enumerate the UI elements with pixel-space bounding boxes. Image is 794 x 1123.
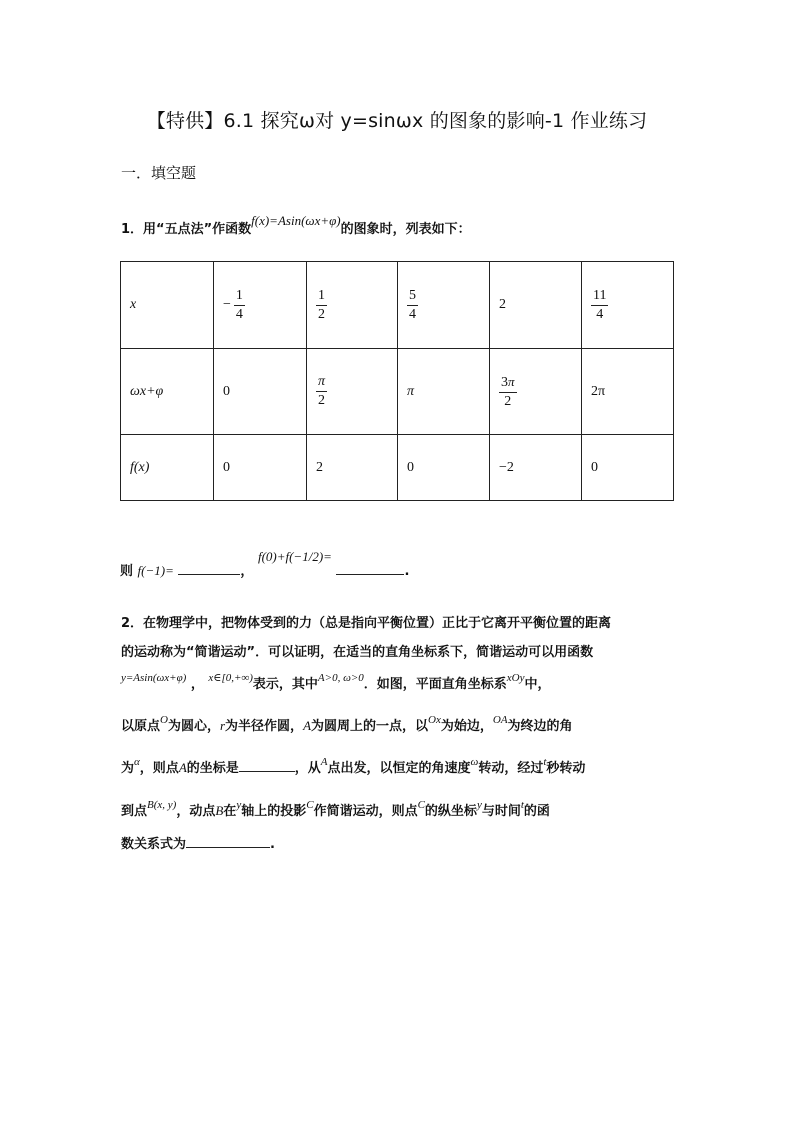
- q2-text: 点出发，以恒定的角速度: [327, 761, 471, 776]
- q2-line-5: [121, 757, 585, 776]
- q1-prefix: 1．用“五点法”作函数: [121, 222, 252, 237]
- cell-x-5: [582, 262, 674, 349]
- q2-symbol: B(x, y): [147, 799, 177, 811]
- q2-symbol: A: [320, 756, 328, 768]
- q2-text: 中，: [524, 677, 551, 692]
- q2-symbol: y: [236, 799, 242, 811]
- q2-text: 为圆周上的一点，以: [311, 719, 429, 734]
- cell-f-2: 2: [307, 435, 398, 501]
- q2-symbol: C: [417, 799, 425, 811]
- q2-symbol: ω: [470, 756, 479, 768]
- section-heading: 一．填空题: [121, 164, 197, 182]
- cell-phase-3: π: [398, 349, 490, 435]
- answer-blank-3[interactable]: [239, 771, 295, 772]
- q2-symbol: A: [178, 760, 187, 775]
- q2-text: 为始边，: [440, 719, 493, 734]
- q2-symbol: y: [476, 799, 482, 811]
- cell-f-5: 0: [582, 435, 674, 501]
- q2-symbol: B: [215, 803, 224, 818]
- q2-text: 秒转动: [546, 761, 586, 776]
- q2-symbol: O: [160, 714, 168, 726]
- fill-expr-1: f(−1)=: [137, 563, 174, 578]
- row-label-phase: ωx+φ: [121, 349, 214, 435]
- fraction: $\frac{\pi}{2}$: [318, 374, 326, 408]
- q2-text: ，从: [294, 761, 321, 776]
- q2-symbol: α: [134, 756, 140, 768]
- q2-text: 转动，经过: [478, 761, 544, 776]
- answer-blank-1[interactable]: [178, 574, 240, 575]
- q2-text: 表示，其中: [252, 677, 318, 692]
- question-1-stem: [121, 213, 471, 237]
- cell-phase-5: 2π: [582, 349, 674, 435]
- q2-text: 轴上的投影: [241, 804, 307, 819]
- fraction: $\frac{5}{4}$: [409, 287, 416, 322]
- fraction: $\frac{3\pi}{2}$: [501, 373, 515, 409]
- table-row-f: [121, 435, 674, 501]
- answer-blank-2[interactable]: [336, 574, 404, 575]
- q2-text: 的坐标是: [186, 761, 239, 776]
- q2-line-7: [121, 833, 275, 852]
- question-1-fill: [120, 549, 410, 579]
- fill-end: .: [404, 564, 410, 579]
- q2-line-1: 2．在物理学中，把物体受到的力（总是指向平衡位置）正比于它离开平衡位置的距离: [121, 616, 612, 631]
- row-label-f: f(x): [121, 435, 214, 501]
- q2-text: 数关系式为: [121, 837, 187, 852]
- fill-expr-2: f(0)+f(−1/2)=: [257, 549, 332, 564]
- cell-x-4: 2: [490, 262, 582, 349]
- cell-phase-1: 0: [214, 349, 307, 435]
- fill-prefix: 则: [120, 564, 134, 579]
- q2-line-2: 的运动称为“简谐运动”．可以证明，在适当的直角坐标系下，简谐运动可以用函数: [121, 645, 594, 660]
- cell-phase-2: [307, 349, 398, 435]
- q2-text: 与时间: [481, 804, 521, 819]
- q2-function: y=Asin(ωx+φ): [121, 672, 187, 684]
- fraction: $\frac{11}{4}$: [593, 287, 607, 322]
- table-row-x: [121, 262, 674, 349]
- q2-text: 的纵坐标: [424, 804, 477, 819]
- q2-symbol: t: [520, 799, 524, 811]
- table-row-phase: [121, 349, 674, 435]
- q2-coord-system: xOy: [506, 672, 525, 684]
- q2-text: 作简谐运动，则点: [313, 804, 418, 819]
- row-label-x: x: [121, 262, 214, 349]
- q2-line-6: [121, 800, 550, 819]
- q2-symbol: A: [303, 718, 312, 733]
- page-title: 【特供】6.1 探究ω对 y=sinωx 的图象的影响-1 作业练习: [146, 110, 648, 132]
- cell-x-2: [307, 262, 398, 349]
- fraction: $\frac{1}{4}$: [235, 287, 243, 322]
- q2-text: 为: [121, 761, 135, 776]
- q1-function: f(x)=Asin(ωx+φ): [251, 213, 341, 228]
- q2-text: 的函: [523, 804, 550, 819]
- q2-text: ，则点: [139, 761, 179, 776]
- q2-symbol: C: [306, 799, 314, 811]
- q2-symbol: r: [219, 718, 226, 733]
- q2-text: 以原点: [121, 719, 161, 734]
- q2-line-3: $^{y=Asin(\omega x+\varphi)}$ ， $^{x\in[0,+\infty)}$表示，其中$^{A>0, \omega>0}$．如图，平面直角坐标系$^{xOy}$中，: [121, 672, 551, 692]
- q1-suffix: 的图象时，列表如下：: [340, 222, 471, 237]
- q2-symbol: OA: [492, 714, 508, 726]
- cell-f-4: −2: [490, 435, 582, 501]
- cell-f-3: 0: [398, 435, 490, 501]
- fill-sep: ，: [240, 564, 254, 579]
- cell-f-1: 0: [214, 435, 307, 501]
- q2-symbol: Ox: [428, 714, 441, 726]
- q2-text: 在: [223, 804, 237, 819]
- q2-text: ．如图，平面直角坐标系: [363, 677, 507, 692]
- q2-line-4: [121, 715, 573, 734]
- q2-text: .: [270, 837, 275, 852]
- q2-symbol: t: [543, 756, 547, 768]
- answer-blank-4[interactable]: [186, 847, 270, 848]
- q2-text: 为圆心，: [167, 719, 220, 734]
- q2-conditions: A>0, ω>0: [317, 672, 364, 684]
- cell-x-1: − $\frac{1}{4}$: [214, 262, 307, 349]
- q2-domain: x∈[0,+∞): [208, 672, 253, 684]
- fraction: $\frac{1}{2}$: [318, 287, 325, 322]
- five-point-table: [120, 261, 674, 501]
- q2-text: 为半径作圆，: [225, 719, 304, 734]
- q2-text: 到点: [121, 804, 148, 819]
- cell-phase-4: [490, 349, 582, 435]
- q2-text: 为终边的角: [507, 719, 573, 734]
- cell-x-3: [398, 262, 490, 349]
- q2-text: ，动点: [176, 804, 216, 819]
